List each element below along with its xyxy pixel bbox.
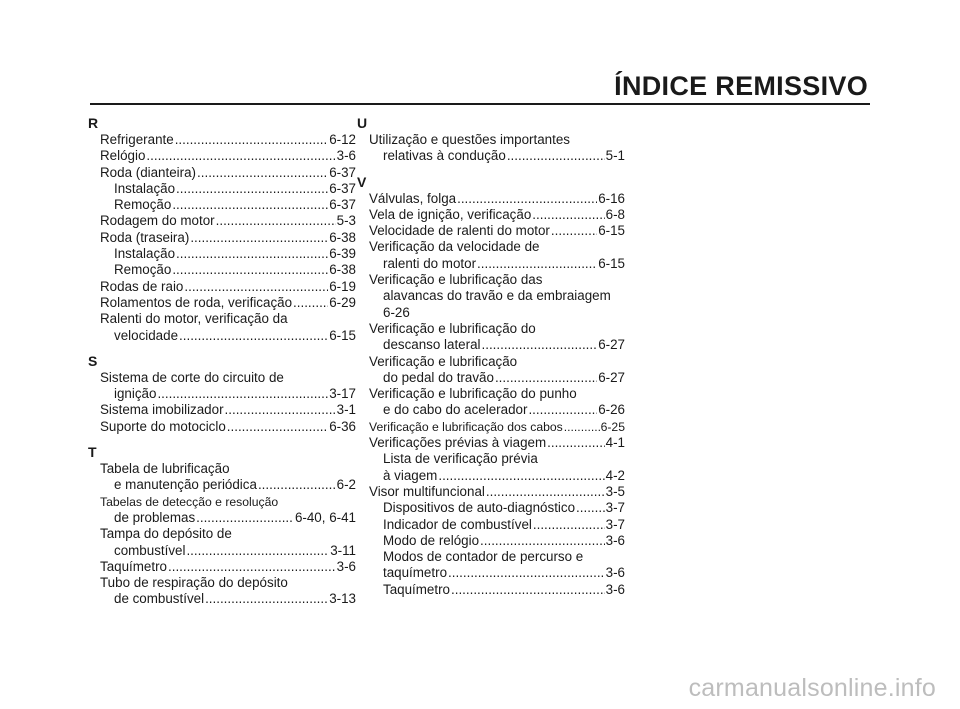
- entry-text: Taquímetro: [100, 558, 167, 574]
- entry-text: Modos de contador de percurso e: [383, 549, 584, 565]
- index-entry: [357, 370, 625, 386]
- index-entry: [357, 337, 625, 353]
- index-column-left: [88, 115, 356, 608]
- entry-text: Roda (dianteira): [100, 164, 197, 180]
- entry-text: Verificação e lubrificação: [369, 353, 518, 369]
- index-entry: [88, 148, 356, 164]
- entry-text: Verificação da velocidade de: [369, 239, 540, 255]
- dot-leader: [564, 419, 600, 435]
- entry-text: Refrigerante: [100, 132, 174, 147]
- dot-leader: [176, 181, 328, 197]
- entry-text: alavancas do travão e da embraiagem: [383, 288, 611, 304]
- entry-text: Roda (traseira): [100, 229, 190, 245]
- entry-text: 6-26: [383, 304, 410, 320]
- dot-leader: [507, 148, 605, 164]
- entry-text: descanso lateral: [383, 337, 481, 353]
- index-entry: [88, 543, 356, 559]
- entry-page: 6-40, 6-41: [294, 509, 356, 525]
- index-entry: [88, 295, 356, 311]
- dot-leader: [528, 402, 597, 418]
- entry-page: 3-7: [605, 516, 625, 532]
- entry-page: 3-6: [605, 565, 625, 581]
- index-entry: [88, 132, 356, 148]
- entry-text: Rodas de raio: [100, 278, 184, 294]
- index-letter: U: [357, 115, 368, 131]
- entry-text: Lista de verificação prévia: [383, 451, 538, 467]
- index-entry: [357, 191, 625, 207]
- index-entry: [357, 582, 625, 598]
- index-entry: [357, 451, 625, 467]
- entry-page: 6-19: [329, 278, 356, 294]
- dot-leader: [172, 197, 328, 213]
- entry-page: 3-6: [336, 148, 356, 164]
- entry-page: 6-2: [336, 477, 356, 493]
- entry-page: 6-37: [329, 164, 356, 180]
- index-entry: [357, 288, 625, 304]
- entry-text: Verificação e lubrificação do: [369, 320, 536, 336]
- index-entry: [88, 262, 356, 278]
- entry-text: combustível: [114, 542, 186, 558]
- entry-text: Verificações prévias à viagem: [369, 435, 547, 451]
- dot-leader: [482, 337, 598, 353]
- entry-page: 6-37: [329, 180, 356, 196]
- dot-leader: [175, 132, 328, 148]
- index-entry: [88, 591, 356, 607]
- index-entry: [88, 370, 356, 386]
- index-entry: [357, 132, 625, 148]
- entry-text: Tabela de lubrificação: [100, 461, 230, 477]
- dot-leader: [477, 256, 597, 272]
- dot-leader: [172, 262, 328, 278]
- entry-page: 4-1: [605, 435, 625, 451]
- dot-leader: [533, 517, 605, 533]
- dot-leader: [438, 468, 604, 484]
- index-entry: [357, 533, 625, 549]
- entry-text: Indicador de combustível: [383, 516, 532, 532]
- entry-text: Sistema de corte do circuito de: [100, 369, 284, 385]
- entry-page: 6-27: [598, 369, 625, 385]
- index-entry: [88, 197, 356, 213]
- entry-page: 5-1: [605, 148, 625, 164]
- entry-page: 6-29: [329, 294, 356, 310]
- entry-page: 6-12: [329, 132, 356, 147]
- dot-leader: [551, 223, 597, 239]
- entry-text: e do cabo do acelerador: [383, 402, 528, 418]
- dot-leader: [168, 559, 336, 575]
- entry-page: 6-26: [598, 402, 625, 418]
- dot-leader: [457, 191, 597, 207]
- entry-text: Utilização e questões importantes: [369, 132, 570, 147]
- index-entry: [357, 256, 625, 272]
- entry-text: ignição: [114, 386, 157, 402]
- entry-page: 5-3: [336, 213, 356, 229]
- entry-page: 6-15: [598, 255, 625, 271]
- dot-leader: [216, 213, 336, 229]
- dot-leader: [293, 295, 328, 311]
- index-entry: [357, 148, 625, 164]
- dot-leader: [205, 591, 328, 607]
- index-entry: [357, 272, 625, 288]
- entry-page: 6-15: [598, 223, 625, 239]
- entry-text: e manutenção periódica: [114, 477, 257, 493]
- index-entry: [88, 230, 356, 246]
- entry-text: Verificação e lubrificação das: [369, 272, 543, 288]
- index-entry: [88, 419, 356, 435]
- entry-text: de combustível: [114, 591, 205, 607]
- index-entry: [88, 328, 356, 344]
- entry-text: Ralenti do motor, verificação da: [100, 311, 288, 327]
- entry-text: Sistema imobilizador: [100, 402, 224, 418]
- entry-text: Rodagem do motor: [100, 213, 215, 229]
- entry-page: 6-38: [329, 229, 356, 245]
- entry-page: 6-15: [329, 327, 356, 343]
- index-entry: [357, 484, 625, 500]
- entry-page: 3-7: [605, 500, 625, 516]
- index-letter: S: [88, 352, 98, 369]
- index-entry: [357, 402, 625, 418]
- dot-leader: [190, 230, 328, 246]
- entry-page: 3-1: [336, 402, 356, 418]
- index-entry: [357, 435, 625, 451]
- dot-leader: [157, 386, 328, 402]
- index-entry: [357, 386, 625, 402]
- index-entry: [88, 494, 356, 510]
- index-entry: [357, 223, 625, 239]
- entry-text: taquímetro: [383, 565, 448, 581]
- entry-text: Vela de ignição, verificação: [369, 206, 532, 222]
- index-entry: [88, 386, 356, 402]
- index-entry: [88, 181, 356, 197]
- entry-page: 3-17: [329, 386, 356, 402]
- dot-leader: [451, 582, 605, 598]
- index-entry: [88, 526, 356, 542]
- dot-leader: [225, 402, 336, 418]
- entry-text: Tubo de respiração do depósito: [100, 575, 288, 591]
- entry-text: Velocidade de ralenti do motor: [369, 223, 550, 239]
- index-entry: [357, 549, 625, 565]
- index-entry: [357, 321, 625, 337]
- index-entry: [88, 402, 356, 418]
- index-entry: [88, 279, 356, 295]
- index-entry: [88, 559, 356, 575]
- watermark: carmanualsonline.info: [688, 674, 936, 702]
- entry-text: Tabelas de detecção e resolução: [100, 494, 279, 509]
- index-entry: [88, 477, 356, 493]
- entry-page: 6-27: [598, 337, 625, 353]
- dot-leader: [186, 543, 329, 559]
- index-entry: [357, 207, 625, 223]
- title-rule: [90, 103, 870, 105]
- index-entry: [357, 354, 625, 370]
- dot-leader: [197, 165, 328, 181]
- entry-text: Verificação e lubrificação dos cabos: [369, 419, 563, 434]
- dot-leader: [184, 279, 328, 295]
- entry-text: Instalação: [114, 246, 176, 262]
- index-entry: [88, 213, 356, 229]
- index-entry: [357, 239, 625, 255]
- entry-text: do pedal do travão: [383, 369, 494, 385]
- dot-leader: [196, 510, 294, 526]
- entry-page: 6-36: [329, 418, 356, 434]
- entry-text: Modo de relógio: [383, 532, 480, 548]
- dot-leader: [176, 246, 328, 262]
- index-entry: [88, 510, 356, 526]
- index-entry: [88, 575, 356, 591]
- index-entry: [357, 517, 625, 533]
- entry-page: 4-2: [605, 467, 625, 483]
- dot-leader: [532, 207, 604, 223]
- dot-leader: [146, 148, 335, 164]
- entry-text: Válvulas, folga: [369, 190, 457, 206]
- index-entry: [357, 305, 625, 321]
- index-entry: [88, 461, 356, 477]
- index-entry: [357, 500, 625, 516]
- index-entry: [88, 311, 356, 327]
- entry-text: Instalação: [114, 180, 176, 196]
- entry-page: 3-13: [329, 591, 356, 607]
- entry-text: velocidade: [114, 327, 179, 343]
- entry-text: Visor multifuncional: [369, 483, 485, 499]
- entry-page: 3-6: [605, 532, 625, 548]
- index-column-right: [357, 115, 625, 598]
- index-letter: T: [88, 444, 97, 461]
- entry-text: relativas à condução: [383, 148, 506, 164]
- dot-leader: [480, 533, 605, 549]
- entry-text: Tampa do depósito de: [100, 526, 232, 542]
- entry-text: Remoção: [114, 197, 172, 213]
- index-entry: [357, 565, 625, 581]
- entry-page: 3-11: [330, 542, 356, 558]
- dot-leader: [227, 419, 328, 435]
- index-entry: [88, 246, 356, 262]
- dot-leader: [547, 435, 605, 451]
- entry-text: Verificação e lubrificação do punho: [369, 386, 577, 402]
- entry-page: 3-5: [605, 483, 625, 499]
- entry-text: à viagem: [383, 467, 438, 483]
- entry-text: ralenti do motor: [383, 255, 477, 271]
- entry-text: Suporte do motociclo: [100, 418, 226, 434]
- entry-text: Relógio: [100, 148, 146, 164]
- dot-leader: [486, 484, 605, 500]
- dot-leader: [576, 500, 605, 516]
- entry-page: 3-6: [336, 558, 356, 574]
- index-entry: [357, 468, 625, 484]
- entry-text: Dispositivos de auto-diagnóstico: [383, 500, 576, 516]
- index-letter: V: [357, 173, 367, 190]
- entry-page: 6-25: [600, 419, 625, 434]
- entry-page: 6-8: [605, 206, 625, 222]
- entry-text: Rolamentos de roda, verificação: [100, 294, 293, 310]
- entry-text: de problemas: [114, 509, 196, 525]
- dot-leader: [258, 477, 336, 493]
- entry-page: 6-38: [329, 262, 356, 278]
- entry-text: Remoção: [114, 262, 172, 278]
- index-entry: [357, 419, 625, 435]
- index-letter: R: [88, 115, 99, 131]
- entry-page: 6-16: [598, 190, 625, 206]
- dot-leader: [495, 370, 597, 386]
- entry-page: 6-37: [329, 197, 356, 213]
- entry-text: Taquímetro: [383, 581, 450, 597]
- dot-leader: [448, 565, 605, 581]
- index-entry: [88, 165, 356, 181]
- dot-leader: [179, 328, 328, 344]
- entry-page: 6-39: [329, 246, 356, 262]
- entry-page: 3-6: [605, 581, 625, 597]
- page-title: ÍNDICE REMISSIVO: [614, 71, 868, 101]
